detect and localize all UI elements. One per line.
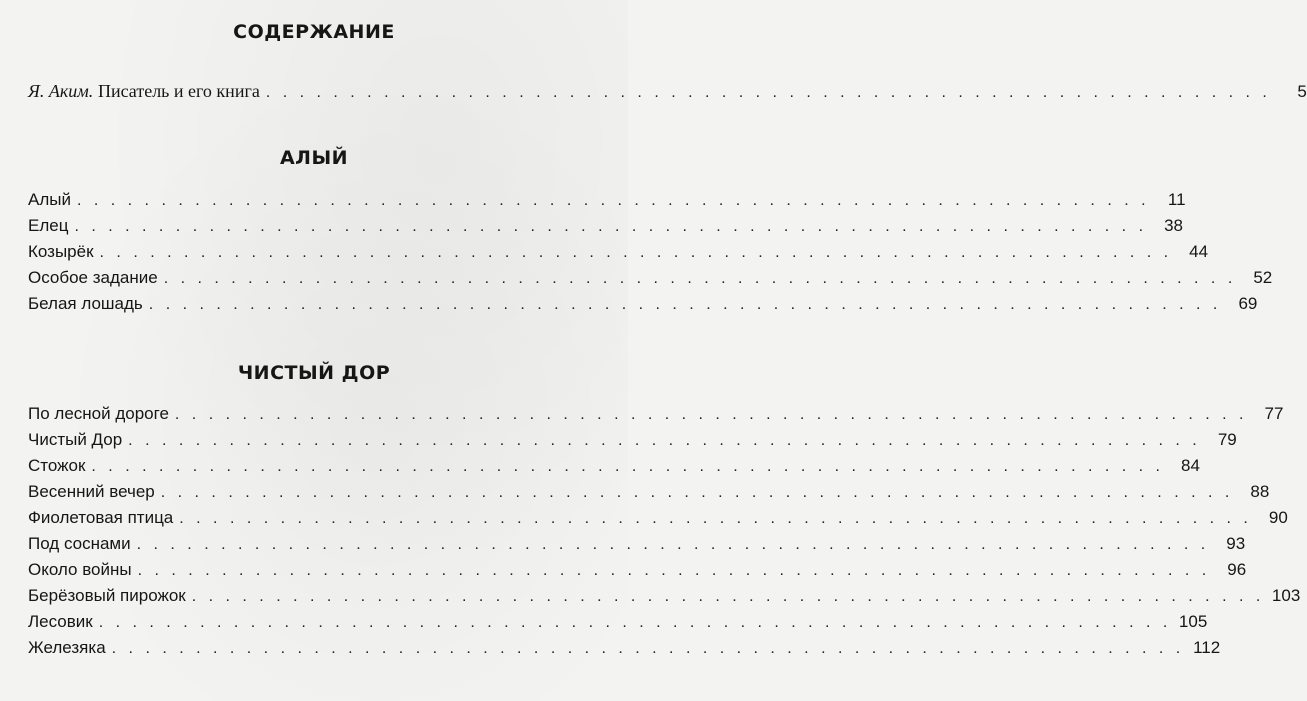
toc-entry-title: Фиолетовая птица [28,508,174,527]
toc-entry-page: 44 [1189,242,1209,261]
dot-leader: . . . . . . . . . . . . . . . . . . . . . . . . . . . . . . . . . . . . . . . . . . . . . . . . . . . . . . . . . . . . . . . . [174,406,1248,423]
toc-entry[interactable] [28,480,1270,504]
toc-entry[interactable] [28,558,1247,582]
dot-leader: . . . . . . . . . . . . . . . . . . . . . . . . . . . . . . . . . . . . . . . . . . . . . . . . . . . . . . . . . . . . . . . . [111,640,1185,657]
dot-leader: . . . . . . . . . . . . . . . . . . . . . . . . . . . . . . . . . . . . . . . . . . . . . . . . . . . . . . . . . . . . . . . . [98,614,1172,631]
toc-entry-page: 11 [1167,190,1186,209]
toc-entry-title: Весенний вечер [28,482,155,501]
toc-entry[interactable] [28,292,1258,316]
toc-heading: СОДЕРЖАНИЕ [233,21,395,43]
dot-leader: . . . . . . . . . . . . . . . . . . . . . . . . . . . . . . . . . . . . . . . . . . . . . . . . . . . . . . . . . . . . . . . . [191,588,1265,605]
toc-entry-page: 112 [1193,638,1221,657]
toc-entry-title: По лесной дороге [28,404,169,423]
toc-entry-title: Железяка [28,638,106,657]
toc-entry-title: Под соснами [28,534,131,553]
dot-leader: . . . . . . . . . . . . . . . . . . . . . . . . . . . . . . . . . . . . . . . . . . . . . . . . . . . . . . . . . . . . . . . . [179,510,1252,527]
dot-leader: . . . . . . . . . . . . . . . . . . . . . . . . . . . . . . . . . . . . . . . . . . . . . . . . . . . . . . . . . . . . . . . . [76,192,1150,209]
toc-entry-title: Стожок [28,456,86,475]
dot-leader: . . . . . . . . . . . . . . . . . . . . . . . . . . . . . . . . . . . . . . . . . . . . . . . . . . . . . . . . . . . . . . . . [128,432,1201,449]
toc-entry[interactable] [28,454,1200,478]
dot-leader: . . . . . . . . . . . . . . . . . . . . . . . . . . . . . . . . . . . . . . . . . . . . . . . . . . . . . . . . . . . . . . . . [91,458,1164,475]
toc-entry-page: 69 [1238,294,1258,313]
toc-entry-page: 88 [1250,482,1270,501]
intro-author: Я. Аким. [28,81,94,101]
toc-entry-title: Белая лошадь [28,294,143,313]
dot-leader: . . . . . . . . . . . . . . . . . . . . . . . . . . . . . . . . . . . . . . . . . . . . . . . . . . . . . . . . . . . . . . . . [163,270,1237,287]
dot-leader: . . . . . . . . . . . . . . . . . . . . . . . . . . . . . . . . . . . . . . . . . . . . . . . . . . . . . . . . . . . . . . . . [74,218,1148,235]
toc-entry-title [28,79,266,104]
toc-entry-page: 90 [1268,508,1288,527]
toc-entry-title: Берёзовый пирожок [28,586,186,605]
toc-entry[interactable] [28,428,1237,452]
toc-entry[interactable] [28,402,1284,426]
toc-entry[interactable] [28,610,1208,634]
dot-leader: . . . . . . . . . . . . . . . . . . . . . . . . . . . . . . . . . . . . . . . . . . . . . . . . . . . . . . . . . . . . . . . . [160,484,1234,501]
toc-entry-page: 77 [1264,404,1284,423]
toc-entry[interactable] [28,506,1288,530]
dot-leader: . . . . . . . . . . . . . . . . . . . . . . . . . . . . . . . . . . . . . . . . . . . . . . . . . . . . . . . . . . . . . . . . [99,244,1173,261]
toc-entry-page: 93 [1226,534,1246,553]
toc-entry[interactable] [28,214,1184,238]
dot-leader: . . . . . . . . . . . . . . . . . . . . . . . . . . . . . . . . . . . . . . . . . . . . . . . . . . . . . . . . . . . . . . . . [137,562,1211,579]
toc-entry-page: 79 [1217,430,1237,449]
toc-entry-title: Елец [28,216,69,235]
toc-entry[interactable] [28,584,1301,608]
toc-entry-title: Лесовик [28,612,93,631]
toc-entry-page: 52 [1253,268,1273,287]
toc-entry-page: 96 [1227,560,1247,579]
dot-leader: . . . . . . . . . . . . . . . . . . . . . . . . . . . . . . . . . . . . . . . . . . . . . . . . . . . . . . . . . . . . . . . . [136,536,1210,553]
toc-entry-page: 103 [1271,586,1301,605]
intro-title: Писатель и его книга [97,81,260,101]
toc-entry[interactable] [28,636,1221,660]
section-heading-alyi: АЛЫЙ [279,147,349,169]
toc-entry-page: 84 [1181,456,1200,475]
toc-entry-intro[interactable] [28,79,1307,103]
section-heading-chistyi-dor: ЧИСТЫЙ ДОР [237,362,391,384]
toc-entry[interactable] [28,240,1209,264]
toc-entry-title: Козырёк [28,242,94,261]
dot-leader: . . . . . . . . . . . . . . . . . . . . . . . . . . . . . . . . . . . . . . . . . . . . . . . . . . . . . . . . . . . . . . . . [148,296,1222,313]
dot-leader: . . . . . . . . . . . . . . . . . . . . . . . . . . . . . . . . . . . . . . . . . . . . . . . . . . . . . . . . . . . . [265,84,1271,101]
toc-entry[interactable] [28,532,1246,556]
toc-entry-title: Чистый Дор [28,430,123,449]
toc-entry[interactable] [28,188,1186,212]
toc-entry-title: Особое задание [28,268,158,287]
toc-entry[interactable] [28,266,1273,290]
toc-entry-title: Около войны [28,560,132,579]
toc-entry-page: 5 [1297,82,1307,101]
toc-entry-title: Алый [28,190,71,209]
toc-entry-page: 38 [1164,216,1184,235]
toc-entry-page: 105 [1178,612,1208,631]
